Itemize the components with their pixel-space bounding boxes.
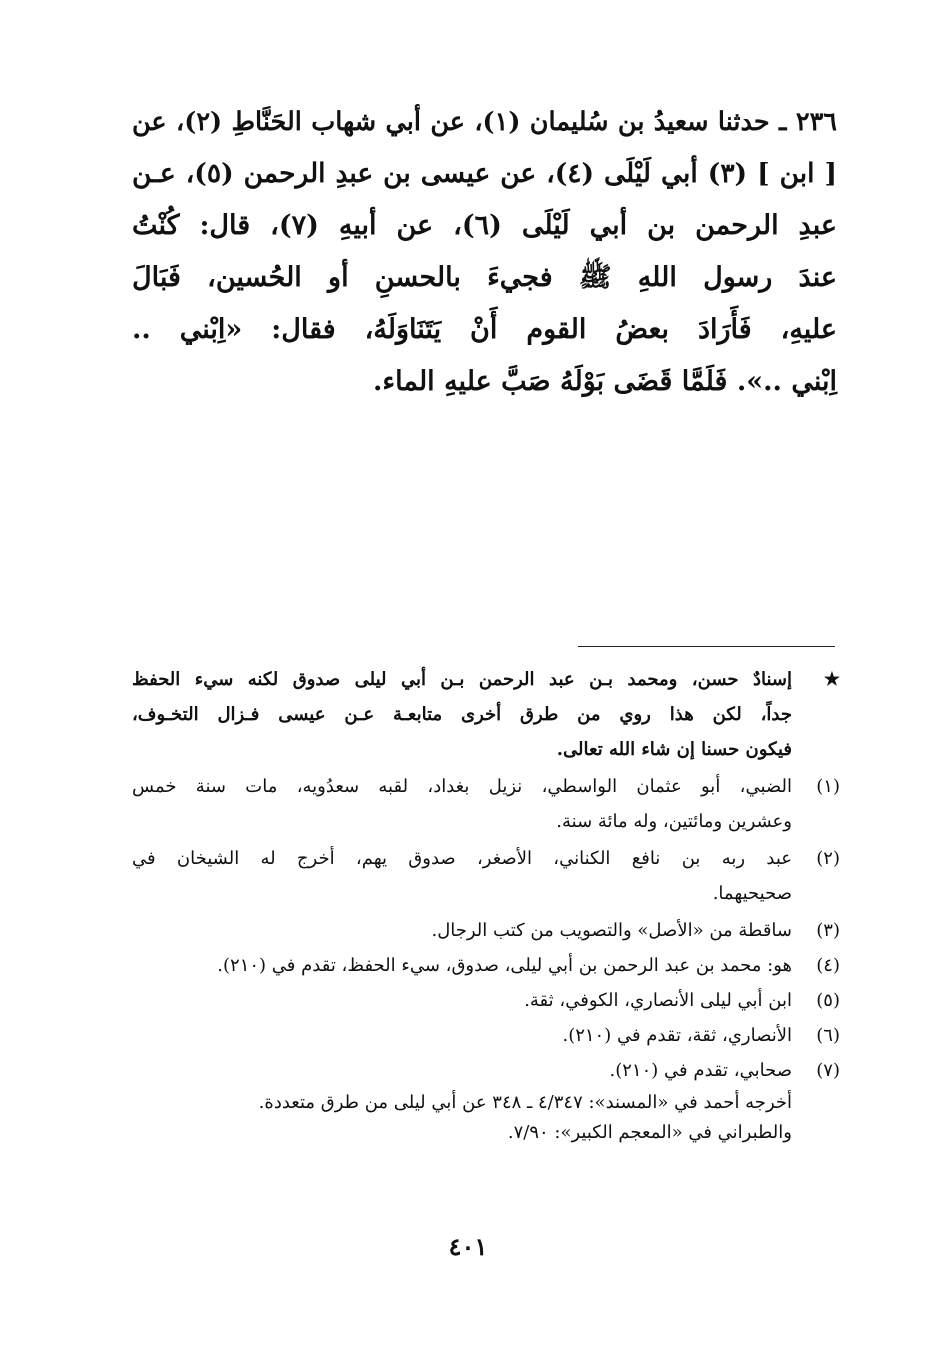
page-number: ٤٠١ <box>448 1232 488 1261</box>
footnote-line: صحابي، تقدم في (٢١٠). <box>609 1060 792 1081</box>
footnote-marker: (٤) <box>816 955 840 976</box>
takhrij-line: أخرجه أحمد في «المسند»: ٤/٣٤٧ ـ ٣٤٨ عن أبي ليلى من طرق متعددة. <box>258 1092 792 1113</box>
hadith-text <box>132 96 837 408</box>
star-marker: ★ <box>823 669 840 690</box>
footnote-line: هو: محمد بن عبد الرحمن بن أبي ليلى، صدوق، سيء الحفظ، تقدم في (٢١٠). <box>217 955 792 976</box>
footnote-line: وعشرين ومائتين، وله مائة سنة. <box>556 811 792 832</box>
footnote-line: ساقطة من «الأصل» والتصويب من كتب الرجال. <box>431 920 792 941</box>
hadith-line: عبدِ الرحمن بن أبي لَيْلَى (٦)، عن أبيهِ (٧)، قال: كُنْتُ <box>132 210 837 241</box>
footnote-2 <box>132 841 840 911</box>
footnote-line: الأنصاري، ثقة، تقدم في (٢١٠). <box>562 1025 792 1046</box>
footnote-grading <box>132 662 840 767</box>
footnote-line: عبد ربه بن نافع الكناني، الأصغر، صدوق يهم، أخرج له الشيخان في <box>132 848 792 869</box>
footnote-7 <box>132 1053 840 1088</box>
footnote-marker: (٣) <box>816 920 840 941</box>
hadith-line: [ ابن ] (٣) أبي لَيْلَى (٤)، عن عيسى بن عبدِ الرحمن (٥)، عـن <box>132 158 838 189</box>
footnote-marker: (١) <box>816 776 840 797</box>
footnote-line: صحيحيهما. <box>712 883 792 904</box>
footnote-line: الضبي، أبو عثمان الواسطي، نزيل بغداد، لقبه سعدُويه، مات سنة خمس <box>132 776 792 797</box>
footnote-line: ابن أبي ليلى الأنصاري، الكوفي، ثقة. <box>524 990 792 1011</box>
hadith-line: عندَ رسول اللهِ ﷺ فجيءَ بالحسنِ أو الحُسين، فَبَالَ <box>132 262 837 293</box>
footnotes <box>132 662 840 1148</box>
footnote-3 <box>132 913 840 948</box>
hadith-line: اِبْني ..». فَلَمَّا قَضَى بَوْلَهُ صَبَّ عليهِ الماء. <box>373 366 837 397</box>
hadith-line: ٢٣٦ ـ حدثنا سعيدُ بن سُليمان (١)، عن أبي شهاب الحَنَّاطِ (٢)، عن <box>132 107 837 137</box>
footnote-separator <box>578 646 835 647</box>
footnote-marker: (٢) <box>816 848 840 869</box>
footnote-line: فيكون حسنا إن شاء الله تعالى. <box>556 739 792 760</box>
footnote-marker: (٥) <box>816 990 840 1011</box>
footnote-line: إسنادٌ حسن، ومحمد بـن عبد الرحمن بـن أبي ليلى صدوق لكنه سيء الحفظ <box>132 669 792 690</box>
footnote-marker: (٦) <box>816 1025 840 1046</box>
footnote-1 <box>132 769 840 839</box>
footnote-line: جداً، لكن هذا روي من طرق أخرى متابعـة عـن عيسى فـزال التخـوف، <box>132 704 792 725</box>
footnote-4 <box>132 948 840 983</box>
footnote-6 <box>132 1018 840 1053</box>
takhrij-line: والطبراني في «المعجم الكبير»: ٧/٩٠. <box>507 1122 792 1143</box>
hadith-line: عليهِ، فَأَرَادَ بعضُ القوم أَنْ يَتَنَاوَلَهُ، فقال: «اِبْني .. <box>132 314 837 345</box>
footnote-5 <box>132 983 840 1018</box>
footnote-marker: (٧) <box>816 1060 840 1081</box>
